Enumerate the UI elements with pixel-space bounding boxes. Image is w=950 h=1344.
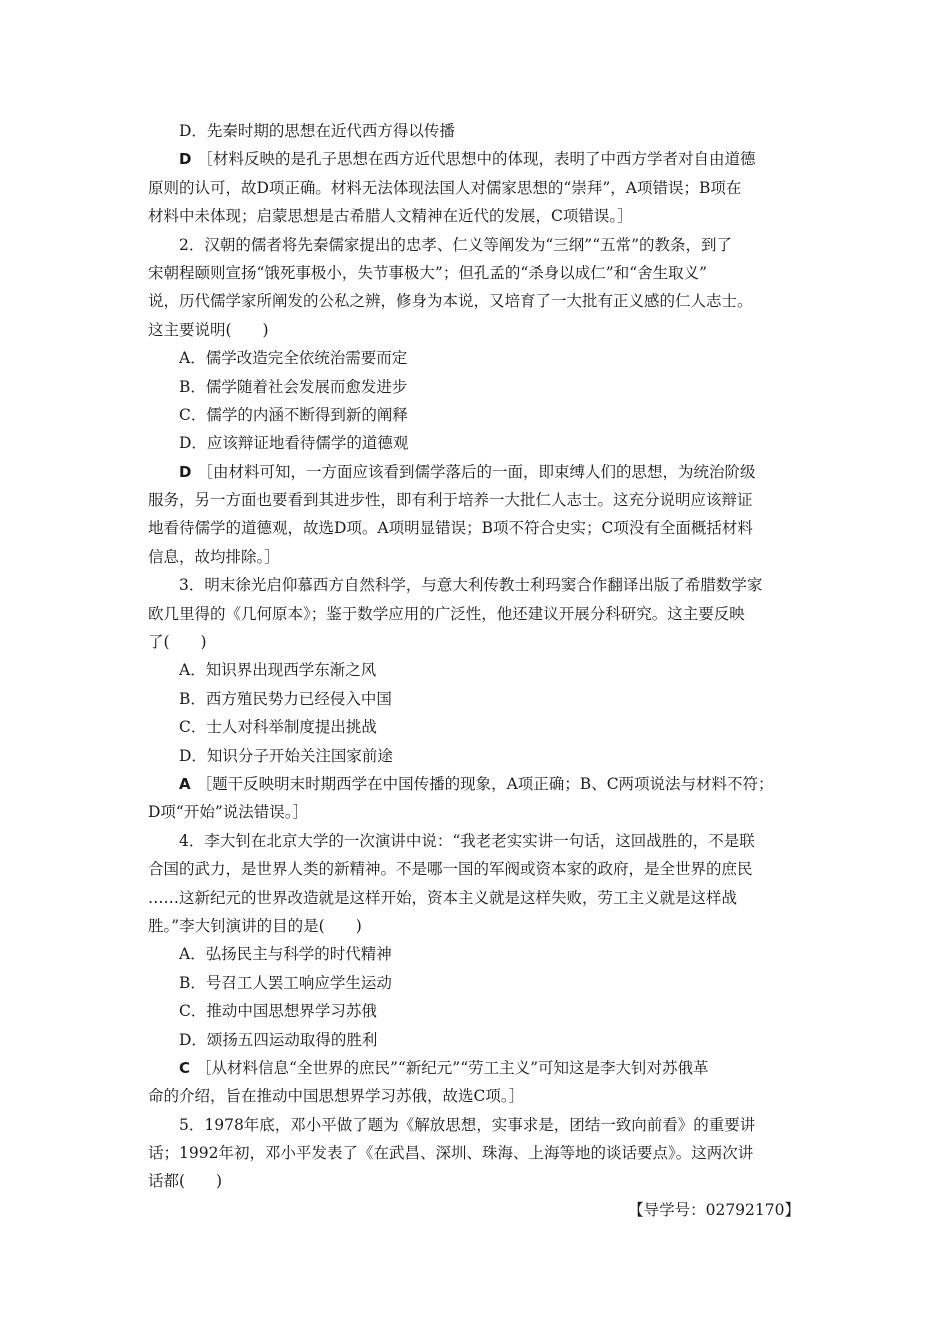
q1-explanation-line: 材料中未体现；启蒙思想是古希腊人文精神在近代的发展，C项错误。］ (148, 207, 633, 226)
q5-stem-line: 5．1978年底，邓小平做了题为《解放思想，实事求是，团结一致向前看》的重要讲 (179, 1115, 756, 1134)
q3-option-b: B．西方殖民势力已经侵入中国 (179, 689, 392, 708)
q1-explanation-line: 原则的认可，故D项正确。材料无法体现法国人对儒家思想的“崇拜”，A项错误；B项在 (148, 178, 742, 197)
q4-stem-line: ……这新纪元的世界改造就是这样开始，资本主义就是这样失败，劳工主义就是这样战 (148, 888, 738, 907)
q4-stem-line: 合国的武力，是世界人类的新精神。不是哪一国的军阀或资本家的政府，是全世界的庶民 (148, 860, 753, 879)
q2-explanation-line: 信息，故均排除。］ (148, 547, 280, 566)
guide-reference-number: 【导学号：02792170】 (628, 1200, 800, 1219)
q2-option-b: B．儒学随着社会发展而愈发进步 (179, 377, 408, 396)
q3-explanation-text: ［题干反映明末时期西学在中国传播的现象，A项正确；B、C两项说法与材料不符； (196, 774, 774, 793)
q3-answer-letter: A (179, 774, 191, 793)
q4-option-c: C．推动中国思想界学习苏俄 (179, 1002, 377, 1021)
q5-stem-line: 话；1992年初，邓小平发表了《在武昌、深圳、珠海、上海等地的谈话要点》。这两次讲 (148, 1144, 754, 1163)
q3-stem-line: 了( ) (148, 633, 207, 652)
q2-explanation-line: 地看待儒学的道德观，故选D项。A项明显错误；B项不符合史实；C项没有全面概括材料 (148, 519, 753, 538)
q1-explanation-line (148, 145, 820, 173)
q2-explanation-text: ［由材料可知，一方面应该看到儒学落后的一面，即束缚人们的思想，为统治阶级 (197, 462, 756, 481)
q4-option-b: B．号召工人罢工响应学生运动 (179, 973, 392, 992)
q4-option-d: D．颂扬五四运动取得的胜利 (179, 1030, 378, 1049)
q2-option-d: D．应该辩证地看待儒学的道德观 (179, 434, 409, 453)
document-page (148, 117, 820, 1224)
q3-option-a: A．知识界出现西学东渐之风 (179, 661, 377, 680)
q4-explanation-line (148, 1054, 820, 1082)
q3-option-c: C．士人对科举制度提出挑战 (179, 718, 377, 737)
q2-option-a: A．儒学改造完全依统治需要而定 (179, 349, 408, 368)
q3-option-d: D．知识分子开始关注国家前途 (179, 746, 393, 765)
q5-stem-line: 话都( ) (148, 1172, 223, 1191)
q4-explanation-text: ［从材料信息“全世界的庶民”“新纪元”“劳工主义”可知这是李大钊对苏俄革 (196, 1058, 709, 1077)
q2-answer-letter: D (179, 462, 192, 481)
q4-stem-line: 4．李大钊在北京大学的一次演讲中说：“我老老实实讲一句话，这回战胜的，不是联 (179, 831, 755, 850)
q4-option-a: A．弘扬民主与科学的时代精神 (179, 945, 392, 964)
q2-explanation-line (148, 458, 820, 486)
q1-answer-letter: D (179, 150, 192, 169)
q3-explanation-line: D项“开始”说法错误。］ (148, 803, 309, 822)
q2-explanation-line: 服务，另一方面也要看到其进步性，即有利于培养一大批仁人志士。这充分说明应该辩证 (148, 491, 753, 510)
q4-stem-line: 胜。”李大钊演讲的目的是( ) (148, 916, 362, 935)
q1-option-d: D．先秦时期的思想在近代西方得以传播 (179, 122, 455, 140)
q4-answer-letter: C (179, 1058, 191, 1077)
q2-stem-line: 宋朝程颐则宣扬“饿死事极小，失节事极大”；但孔孟的“杀身以成仁”和“舍生取义” (148, 263, 708, 282)
q3-stem-line: 欧几里得的《几何原本》；鉴于数学应用的广泛性，他还建议开展分科研究。这主要反映 (148, 604, 745, 623)
q2-stem-line: 2．汉朝的儒者将先秦儒家提出的忠孝、仁义等阐发为“三纲”“五常”的教条，到了 (179, 235, 733, 254)
q2-option-c: C．儒学的内涵不断得到新的阐释 (179, 405, 408, 424)
q3-explanation-line (148, 770, 820, 798)
q1-explanation-text: ［材料反映的是孔子思想在西方近代思想中的体现，表明了中西方学者对自由道德 (197, 150, 756, 169)
q2-stem-line: 这主要说明( ) (148, 320, 269, 339)
q4-explanation-line: 命的介绍，旨在推动中国思想界学习苏俄，故选C项。］ (148, 1087, 525, 1106)
q3-stem-line: 3．明末徐光启仰慕西方自然科学，与意大利传教士利玛窦合作翻译出版了希腊数学家 (179, 576, 763, 595)
q2-stem-line: 说，历代儒学家所阐发的公私之辨，修身为本说，又培育了一大批有正义感的仁人志士。 (148, 292, 753, 311)
